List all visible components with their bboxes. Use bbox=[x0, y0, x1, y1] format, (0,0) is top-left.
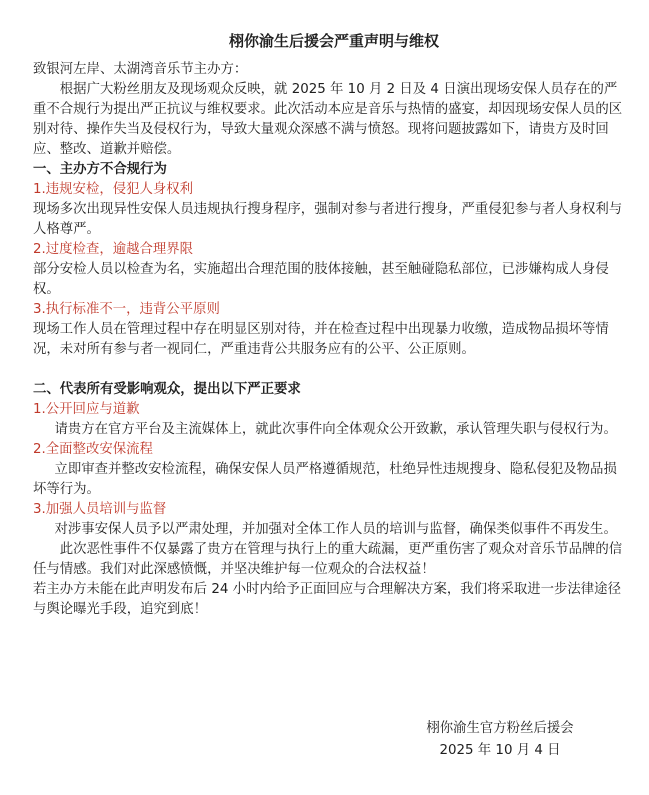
section2-item3-body: 对涉事安保人员予以严肃处理，并加强对全体工作人员的培训与监督，确保类似事件不再发生。 bbox=[54, 522, 617, 537]
section2-item1-title: 1.公开回应与道歉 bbox=[33, 402, 140, 417]
section1-item3-body: 现场工作人员在管理过程中存在明显区别对待，并在检查过程中出现暴力收缴，造成物品损坏等情况，未对所有参与者一视同仁，严重违背公共服务应有的公平、公正原则。 bbox=[33, 322, 609, 357]
closing-paragraph-1: 此次恶性事件不仅暴露了贵方在管理与执行上的重大疏漏，更严重伤害了观众对音乐节品牌的信任与情感。我们对此深感愤慨，并坚决维护每一位观众的合法权益！ bbox=[33, 542, 623, 577]
signature-org: 栩你渝生官方粉丝后援会 bbox=[426, 721, 574, 736]
signature-block bbox=[410, 718, 590, 762]
section1-heading: 一、主办方不合规行为 bbox=[33, 162, 167, 177]
section2-item2-body: 立即审查并整改安检流程，确保安保人员严格遵循规范，杜绝异性违规搜身、隐私侵犯及物品损坏等行为。 bbox=[33, 462, 617, 497]
section1-item2-title: 2.过度检查，逾越合理界限 bbox=[33, 242, 194, 257]
document-title: 栩你渝生后援会严重声明与维权 bbox=[228, 32, 439, 50]
salutation: 致银河左岸、太湖湾音乐节主办方： bbox=[33, 62, 248, 77]
section1-item3-title: 3.执行标准不一，违背公平原则 bbox=[33, 302, 220, 317]
section2-item3-title: 3.加强人员培训与监督 bbox=[33, 502, 167, 517]
section2-item1-body: 请贵方在官方平台及主流媒体上，就此次事件向全体观众公开致歉，承认管理失职与侵权行为。 bbox=[54, 422, 617, 437]
section1-item1-body: 现场多次出现异性安保人员违规执行搜身程序，强制对参与者进行搜身，严重侵犯参与者人身权利与人格尊严。 bbox=[33, 202, 623, 237]
signature-date: 2025 年 10 月 4 日 bbox=[439, 743, 561, 758]
section-spacer bbox=[33, 360, 625, 380]
section2-heading: 二、代表所有受影响观众，提出以下严正要求 bbox=[33, 382, 301, 397]
section1-item2-body: 部分安检人员以检查为名，实施超出合理范围的肢体接触，甚至触碰隐私部位，已涉嫌构成人身侵权。 bbox=[33, 262, 609, 297]
section1-item1-title: 1.违规安检，侵犯人身权利 bbox=[33, 182, 194, 197]
statement-document bbox=[33, 30, 625, 620]
section2-item2-title: 2.全面整改安保流程 bbox=[33, 442, 153, 457]
closing-paragraph-2: 若主办方未能在此声明发布后 24 小时内给予正面回应与合理解决方案，我们将采取进一步法律途径与舆论曝光手段，追究到底！ bbox=[33, 582, 621, 617]
intro-paragraph: 根据广大粉丝朋友及现场观众反映，就 2025 年 10 月 2 日及 4 日演出现场安保人员存在的严重不合规行为提出严正抗议与维权要求。此次活动本应是音乐与热情的盛宴，却因现场安保人员的区别对待、操作失当及侵权行为，导致大量观众深感不满与愤怒。现将问题披露如下，请贵方及时回应、整改、道歉并赔偿。 bbox=[33, 82, 623, 157]
